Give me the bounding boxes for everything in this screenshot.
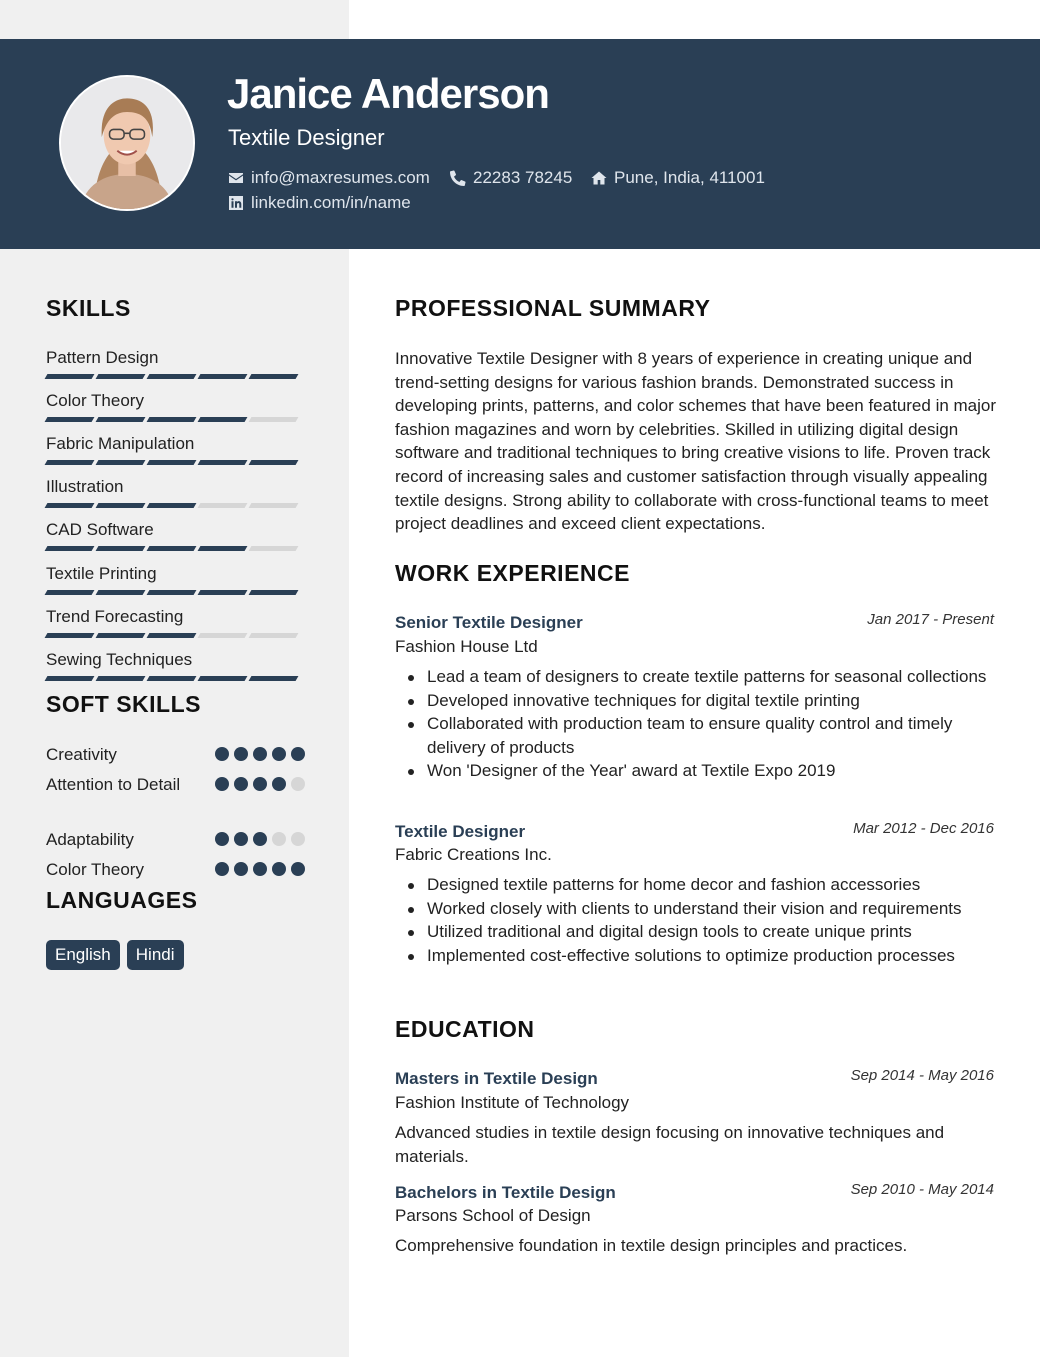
contact-phone[interactable] <box>450 168 572 188</box>
soft-skill-name: Creativity <box>46 745 117 764</box>
rating-dot <box>253 862 267 876</box>
school-name: Parsons School of Design <box>395 1206 591 1225</box>
skill-item <box>46 520 306 551</box>
rating-dot <box>234 747 248 761</box>
rating-dot <box>272 777 286 791</box>
skill-level-segment <box>96 676 146 681</box>
skill-level-segment <box>198 374 248 379</box>
skill-level-segment <box>198 417 248 422</box>
job-bullet: Won 'Designer of the Year' award at Textile Expo 2019 <box>405 759 1005 783</box>
rating-dot <box>253 832 267 846</box>
job-dates: Jan 2017 - Present <box>867 611 994 628</box>
soft-skill-rating <box>215 862 305 876</box>
profile-photo <box>59 75 195 211</box>
job-title: Senior Textile Designer <box>395 613 583 632</box>
soft-skill-item <box>46 742 306 767</box>
rating-dot <box>253 777 267 791</box>
envelope-icon <box>228 170 244 186</box>
skill-item <box>46 650 306 681</box>
language-badge: Hindi <box>127 940 184 970</box>
skill-level-segment <box>45 374 95 379</box>
soft-skill-name: Color Theory <box>46 860 144 879</box>
contact-phone-text: 22283 78245 <box>473 168 573 187</box>
skill-level-segment <box>147 676 197 681</box>
rating-dot <box>272 832 286 846</box>
experience-heading: WORK EXPERIENCE <box>395 560 630 586</box>
rating-dot <box>234 862 248 876</box>
contact-email-text: info@maxresumes.com <box>251 168 430 187</box>
soft-skill-rating <box>215 832 305 846</box>
skill-level-segment <box>147 590 197 595</box>
skill-level-segment <box>249 676 299 681</box>
skill-level-segment <box>147 417 197 422</box>
skill-name: CAD Software <box>46 520 154 540</box>
skill-level-segment <box>249 460 299 465</box>
degree-description: Advanced studies in textile design focusing on innovative techniques and materials. <box>395 1123 945 1166</box>
soft-skills-heading: SOFT SKILLS <box>46 691 201 717</box>
rating-dot <box>272 747 286 761</box>
skill-level-segment <box>45 590 95 595</box>
skill-level-bar <box>46 676 306 681</box>
skill-level-segment <box>96 417 146 422</box>
summary-heading: PROFESSIONAL SUMMARY <box>395 295 711 321</box>
skill-level-segment <box>198 676 248 681</box>
home-icon <box>591 170 607 186</box>
linkedin-icon <box>228 195 244 211</box>
skill-item <box>46 348 306 379</box>
skill-level-segment <box>147 633 197 638</box>
candidate-title: Textile Designer <box>228 125 385 150</box>
skill-level-bar <box>46 633 306 638</box>
soft-skill-name: Adaptability <box>46 830 134 849</box>
job-title: Textile Designer <box>395 822 526 841</box>
skill-level-segment <box>45 633 95 638</box>
degree-description: Comprehensive foundation in textile design principles and practices. <box>395 1236 908 1255</box>
skill-name: Illustration <box>46 477 124 497</box>
soft-skill-rating <box>215 747 305 761</box>
skill-level-segment <box>249 417 299 422</box>
skill-level-segment <box>45 503 95 508</box>
job-bullet: Collaborated with production team to ensure quality control and timely delivery of products <box>405 712 1005 759</box>
rating-dot <box>215 747 229 761</box>
skill-name: Fabric Manipulation <box>46 434 195 454</box>
skill-level-segment <box>249 374 299 379</box>
soft-skill-rating <box>215 777 305 791</box>
rating-dot <box>291 862 305 876</box>
job-bullets <box>405 665 1005 783</box>
soft-skill-item <box>46 772 306 797</box>
contact-email[interactable] <box>228 168 430 188</box>
skill-level-segment <box>147 546 197 551</box>
language-badge: English <box>46 940 120 970</box>
skill-level-segment <box>45 417 95 422</box>
skill-level-segment <box>198 503 248 508</box>
soft-skill-name: Attention to Detail <box>46 775 181 794</box>
skill-level-segment <box>147 503 197 508</box>
skill-level-bar <box>46 590 306 595</box>
rating-dot <box>272 862 286 876</box>
skill-level-segment <box>249 503 299 508</box>
degree-title: Masters in Textile Design <box>395 1069 598 1088</box>
skill-level-segment <box>96 374 146 379</box>
skill-level-segment <box>96 546 146 551</box>
contact-location-text: Pune, India, 411001 <box>614 168 765 187</box>
school-name: Fashion Institute of Technology <box>395 1093 630 1112</box>
contact-linkedin[interactable] <box>228 193 411 213</box>
skill-level-segment <box>96 633 146 638</box>
job-bullet: Utilized traditional and digital design tools to create unique prints <box>405 920 1005 944</box>
skill-level-bar <box>46 503 306 508</box>
rating-dot <box>253 747 267 761</box>
candidate-name: Janice Anderson <box>227 70 549 117</box>
education-heading: EDUCATION <box>395 1016 535 1042</box>
skill-level-bar <box>46 546 306 551</box>
skill-level-segment <box>249 633 299 638</box>
skill-level-segment <box>96 503 146 508</box>
skill-level-segment <box>198 546 248 551</box>
job-bullet: Worked closely with clients to understand their vision and requirements <box>405 897 1005 921</box>
job-bullet: Implemented cost-effective solutions to optimize production processes <box>405 944 1005 968</box>
skills-heading: SKILLS <box>46 295 131 321</box>
phone-icon <box>450 170 466 186</box>
rating-dot <box>291 747 305 761</box>
rating-dot <box>215 777 229 791</box>
skill-level-segment <box>45 676 95 681</box>
rating-dot <box>291 832 305 846</box>
job-company: Fabric Creations Inc. <box>395 845 552 864</box>
rating-dot <box>291 777 305 791</box>
skill-level-bar <box>46 460 306 465</box>
skill-name: Pattern Design <box>46 348 159 367</box>
languages-list <box>46 940 184 970</box>
skill-level-segment <box>198 633 248 638</box>
soft-skill-item <box>46 857 306 882</box>
rating-dot <box>215 832 229 846</box>
soft-skill-item <box>46 827 306 852</box>
skill-level-segment <box>45 460 95 465</box>
languages-heading: LANGUAGES <box>46 887 198 913</box>
skill-item <box>46 564 306 595</box>
job-company: Fashion House Ltd <box>395 637 538 656</box>
skill-level-segment <box>147 374 197 379</box>
job-bullets <box>405 873 1005 967</box>
skill-level-segment <box>249 590 299 595</box>
contact-linkedin-text: linkedin.com/in/name <box>251 193 411 212</box>
skill-item <box>46 434 306 465</box>
rating-dot <box>234 777 248 791</box>
degree-dates: Sep 2010 - May 2014 <box>850 1181 994 1198</box>
skill-level-segment <box>198 460 248 465</box>
job-bullet: Lead a team of designers to create textile patterns for seasonal collections <box>405 665 1005 689</box>
degree-dates: Sep 2014 - May 2016 <box>850 1067 994 1084</box>
skill-item <box>46 607 306 638</box>
skill-item <box>46 391 306 422</box>
job-bullet: Developed innovative techniques for digital textile printing <box>405 689 1005 713</box>
skill-level-segment <box>249 546 299 551</box>
rating-dot <box>215 862 229 876</box>
summary-text: Innovative Textile Designer with 8 years of experience in creating unique and trend-setting designs for various fashion brands. Demonstrated success in developing prints, patterns, and color schemes that have been featured in major fashion magazines and worn by celebrities. Skilled in utilizing digital design software and traditional techniques to bring creative visions to life. Proven track record of increasing sales and customer satisfaction through visually appealing textile designs. Strong ability to collaborate with cross-functional teams to meet project deadlines and exceed client expectations. <box>395 349 997 534</box>
skill-level-segment <box>147 460 197 465</box>
skill-level-bar <box>46 417 306 422</box>
skill-name: Color Theory <box>46 391 144 411</box>
job-dates: Mar 2012 - Dec 2016 <box>853 820 994 837</box>
skill-name: Trend Forecasting <box>46 606 184 626</box>
contact-location <box>591 168 765 188</box>
skill-level-segment <box>96 460 146 465</box>
skill-level-segment <box>45 546 95 551</box>
skill-level-bar <box>46 374 306 379</box>
job-bullet: Designed textile patterns for home decor and fashion accessories <box>405 873 1005 897</box>
skill-name: Textile Printing <box>46 563 157 583</box>
degree-title: Bachelors in Textile Design <box>395 1183 616 1202</box>
rating-dot <box>234 832 248 846</box>
skill-level-segment <box>96 590 146 595</box>
skill-name: Sewing Techniques <box>46 649 193 669</box>
skill-level-segment <box>198 590 248 595</box>
skill-item <box>46 477 306 508</box>
